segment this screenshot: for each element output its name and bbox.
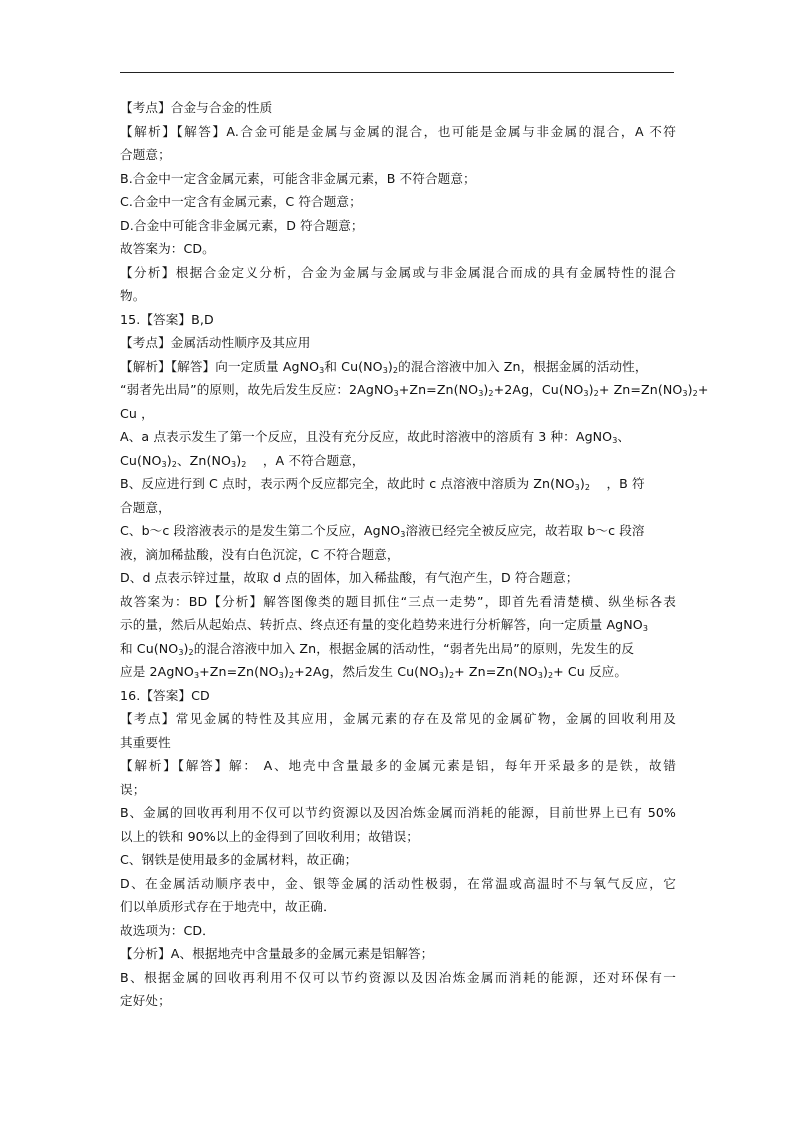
q14-jiexi-line2: 合题意； (120, 147, 171, 162)
q16-fenxi-b-line1: B、根据金属的回收再利用不仅可以节约资源以及因冶炼金属而消耗的能源，还对环保有一 (120, 969, 676, 985)
q15-option-a-line1: A、a 点表示发生了第一个反应，且没有充分反应，故此时溶液中的溶质有 3 种：AgNO$_3$、 (120, 429, 631, 445)
q16-fenxi-a: 【分析】A、根据地壳中含量最多的金属元素是铝解答； (120, 946, 434, 961)
q15-fenxi-line4: 应是 $2AgNO_3+Zn=Zn(NO_3)_2+2Ag$，然后发生 $Cu(NO_3)_2+ Zn=Zn(NO_3)_2+ Cu$ 反应。 (120, 664, 628, 680)
q15-option-b-line2: 合题意， (120, 499, 171, 515)
q15-option-b-line1: B、反应进行到 C 点时，表示两个反应都完全，故此时 c 点溶液中溶质为 $Zn(NO_3)_2$ ，B 符 (120, 476, 645, 492)
q14-option-d: D.合金中可能含非金属元素，D 符合题意； (120, 217, 364, 233)
q14-jiexi-line1: 【解析】【解答】A.合金可能是金属与金属的混合，也可能是金属与非金属的混合，A 不符 (120, 123, 676, 139)
q16-answer: 故选项为：CD． (120, 922, 215, 938)
q16-kaodian-line2: 其重要性 (120, 734, 171, 750)
q16-option-c: C、钢铁是使用最多的金属材料，故正确； (120, 852, 358, 867)
q15-option-a-line2: $Cu(NO_3)_2$、$Zn(NO_3)_2$ ，A 不符合题意， (120, 452, 365, 469)
q14-fenxi-line1: 【分析】根据合金定义分析，合金为金属与金属或与非金属混合而成的具有金属特性的混合 (120, 264, 676, 280)
q15-fenxi-line2: 示的量，然后从起始点、转折点、终点还有量的变化趋势来进行分析解答，向一定质量 AgNO$_3$ (120, 617, 649, 633)
q15-jiexi-line2: “弱者先出局”的原则，故先后发生反应：$2AgNO_3+Zn=Zn(NO_3)_2+2Ag$，$Cu(NO_3)_2+ Zn=Zn(NO_3)_2+$ (120, 382, 709, 398)
q14-fenxi-line2: 物。 (120, 288, 146, 303)
q15-fenxi-line3: 和 $Cu(NO_3)_2$的混合溶液中加入 Zn，根据金属的活动性，“弱者先出局”的原则，先发生的反 (120, 640, 635, 657)
q16-fenxi-b-line2: 定好处； (120, 993, 171, 1008)
header-rule (120, 72, 674, 73)
q14-option-c: C.合金中一定含有金属元素，C 符合题意； (120, 194, 362, 209)
q16-jiexi-line1: 【解析】【解答】解： A、地壳中含量最多的金属元素是铝，每年开采最多的是铁，故错 (120, 758, 676, 773)
q16-answer-title: 16.【答案】CD (120, 687, 210, 703)
q16-option-b-line2: 以上的铁和 90%以上的金得到了回收利用；故错误； (120, 828, 419, 844)
q15-jiexi-line1: 【解析】【解答】向一定质量 AgNO$_3$和 $Cu(NO_3)_2$的混合溶液中加入 Zn，根据金属的活动性， (120, 358, 648, 375)
q16-jiexi-line2: 误； (120, 781, 146, 797)
q14-option-b: B.合金中一定含金属元素，可能含非金属元素，B 不符合题意； (120, 170, 476, 186)
q14-answer: 故答案为：CD。 (120, 241, 215, 256)
q15-option-d: D、d 点表示锌过量，故取 d 点的固体，加入稀盐酸，有气泡产生，D 符合题意； (120, 570, 579, 585)
q15-jiexi-line3: Cu ， (120, 405, 154, 421)
q15-option-c-line2: 液，滴加稀盐酸，没有白色沉淀，C 不符合题意， (120, 546, 400, 562)
document-body (120, 96, 709, 1013)
q15-answer-title: 15.【答案】B,D (120, 311, 214, 327)
q14-kaodian: 【考点】合金与合金的性质 (120, 100, 273, 115)
q15-option-c-line1: C、b～c 段溶液表示的是发生第二个反应，AgNO$_3$溶液已经完全被反应完，故若取 b～c 段溶 (120, 523, 645, 539)
q15-fenxi-line1: 故答案为：BD【分析】解答图像类的题目抓住“三点一走势”，即首先看清楚横、纵坐标各表 (120, 593, 676, 609)
q16-option-b-line1: B、金属的回收再利用不仅可以节约资源以及因冶炼金属而消耗的能源，目前世界上已有 50% (120, 805, 676, 820)
q15-kaodian: 【考点】金属活动性顺序及其应用 (120, 335, 311, 350)
q16-option-d-line2: 们以单质形式存在于地壳中，故正确． (120, 899, 336, 914)
q16-option-d-line1: D、在金属活动顺序表中，金、银等金属的活动性极弱，在常温或高温时不与氧气反应，它 (120, 875, 676, 891)
q16-kaodian-line1: 【考点】常见金属的特性及其应用，金属元素的存在及常见的金属矿物，金属的回收利用及 (120, 711, 676, 726)
